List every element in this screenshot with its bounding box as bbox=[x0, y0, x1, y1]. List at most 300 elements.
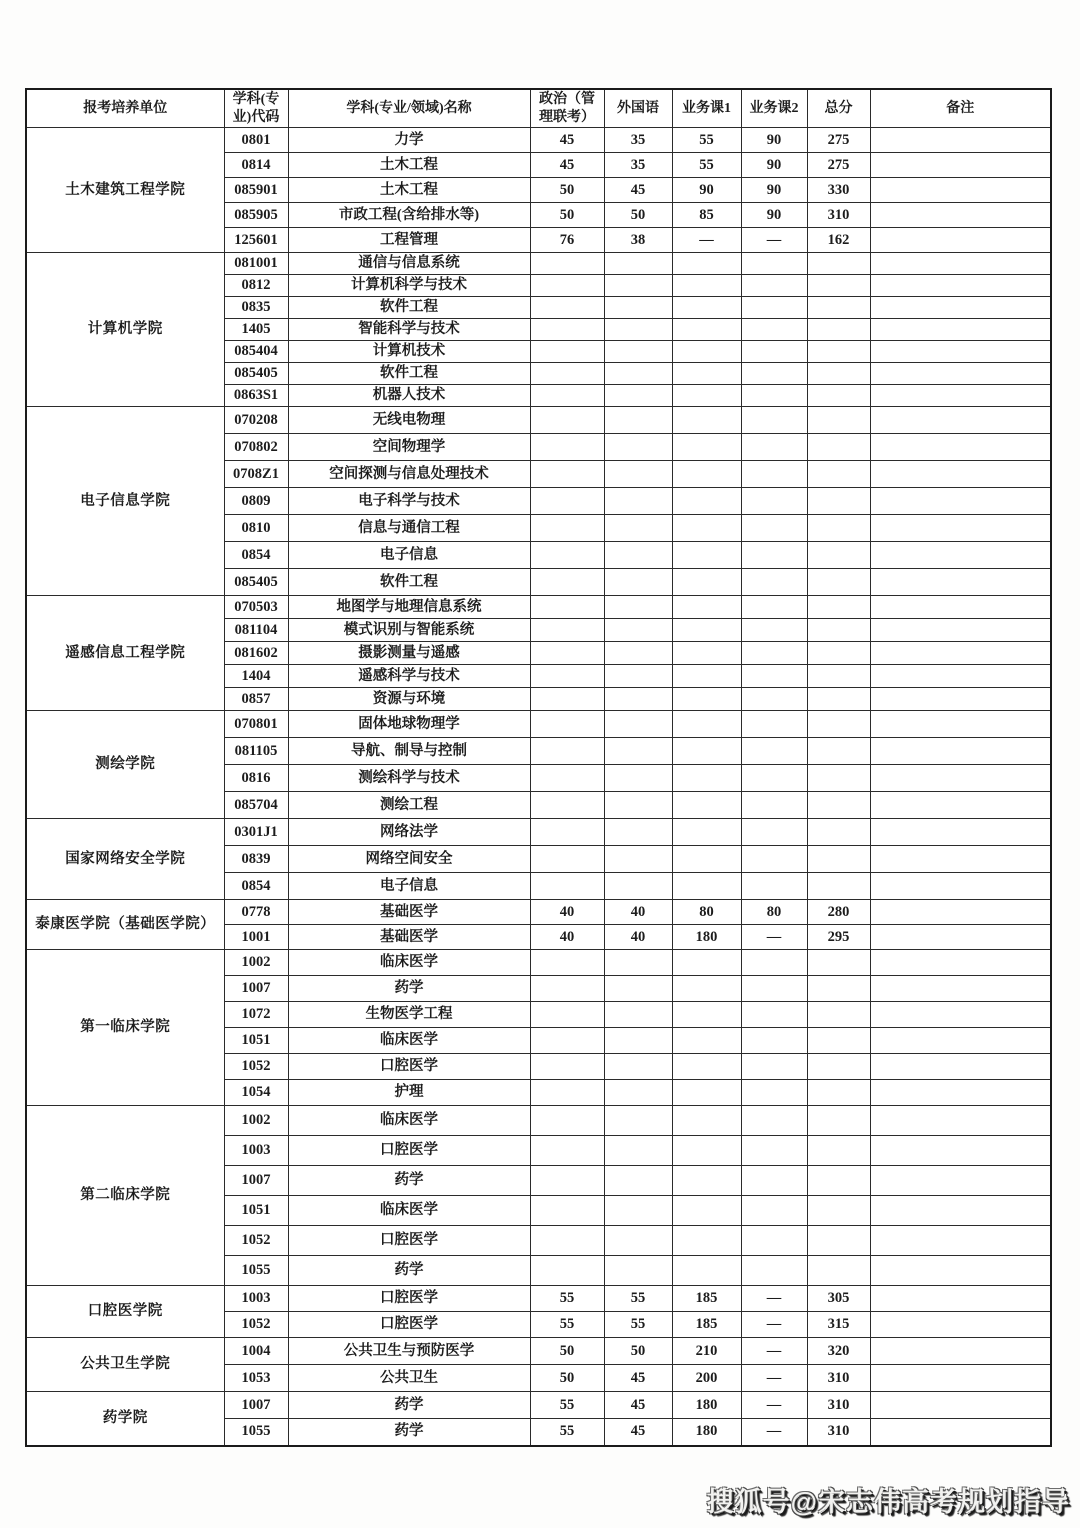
biz-course1-score-cell bbox=[672, 1226, 741, 1256]
code-cell: 0814 bbox=[224, 153, 288, 178]
foreign-lang-score-cell: 38 bbox=[604, 228, 672, 253]
politics-score-cell: 55 bbox=[530, 1419, 604, 1446]
biz-course1-score-cell: 180 bbox=[672, 1392, 741, 1419]
total-score-cell bbox=[807, 765, 870, 792]
subject-name-cell: 临床医学 bbox=[288, 1028, 530, 1054]
college-section bbox=[26, 1338, 1051, 1392]
total-score-cell bbox=[807, 319, 870, 341]
politics-score-cell: 50 bbox=[530, 178, 604, 203]
foreign-lang-score-cell: 50 bbox=[604, 1338, 672, 1365]
biz-course1-score-cell bbox=[672, 1196, 741, 1226]
remark-cell bbox=[870, 1365, 1051, 1392]
code-cell: 085905 bbox=[224, 203, 288, 228]
total-score-cell: 162 bbox=[807, 228, 870, 253]
foreign-lang-score-cell bbox=[604, 1106, 672, 1136]
table-row bbox=[26, 1286, 1051, 1312]
subject-name-cell: 计算机技术 bbox=[288, 341, 530, 363]
biz-course1-score-cell bbox=[672, 515, 741, 542]
column-header-3: 政治（管理联考） bbox=[530, 89, 604, 128]
remark-cell bbox=[870, 900, 1051, 925]
subject-name-cell: 电子信息 bbox=[288, 873, 530, 900]
subject-name-cell: 无线电物理 bbox=[288, 407, 530, 434]
foreign-lang-score-cell bbox=[604, 1166, 672, 1196]
politics-score-cell: 45 bbox=[530, 153, 604, 178]
code-cell: 085901 bbox=[224, 178, 288, 203]
remark-cell bbox=[870, 1002, 1051, 1028]
code-cell: 0810 bbox=[224, 515, 288, 542]
unit-cell: 国家网络安全学院 bbox=[26, 819, 224, 900]
biz-course1-score-cell bbox=[672, 819, 741, 846]
biz-course1-score-cell: 55 bbox=[672, 128, 741, 153]
subject-name-cell: 生物医学工程 bbox=[288, 1002, 530, 1028]
biz-course2-score-cell bbox=[741, 488, 807, 515]
total-score-cell bbox=[807, 542, 870, 569]
subject-name-cell: 测绘工程 bbox=[288, 792, 530, 819]
total-score-cell: 315 bbox=[807, 1312, 870, 1338]
biz-course1-score-cell bbox=[672, 297, 741, 319]
remark-cell bbox=[870, 253, 1051, 275]
subject-name-cell: 力学 bbox=[288, 128, 530, 153]
code-cell: 1051 bbox=[224, 1028, 288, 1054]
total-score-cell bbox=[807, 1226, 870, 1256]
total-score-cell bbox=[807, 1028, 870, 1054]
code-cell: 081104 bbox=[224, 619, 288, 642]
subject-name-cell: 公共卫生与预防医学 bbox=[288, 1338, 530, 1365]
foreign-lang-score-cell bbox=[604, 1054, 672, 1080]
biz-course1-score-cell: 180 bbox=[672, 1419, 741, 1446]
total-score-cell bbox=[807, 1136, 870, 1166]
column-header-5: 业务课1 bbox=[672, 89, 741, 128]
remark-cell bbox=[870, 275, 1051, 297]
remark-cell bbox=[870, 1054, 1051, 1080]
total-score-cell bbox=[807, 434, 870, 461]
subject-name-cell: 软件工程 bbox=[288, 569, 530, 596]
subject-name-cell: 土木工程 bbox=[288, 153, 530, 178]
foreign-lang-score-cell bbox=[604, 665, 672, 688]
biz-course2-score-cell bbox=[741, 341, 807, 363]
biz-course1-score-cell: 180 bbox=[672, 925, 741, 950]
politics-score-cell bbox=[530, 1002, 604, 1028]
biz-course2-score-cell bbox=[741, 275, 807, 297]
remark-cell bbox=[870, 1419, 1051, 1446]
total-score-cell bbox=[807, 738, 870, 765]
code-cell: 0863S1 bbox=[224, 385, 288, 407]
subject-name-cell: 电子信息 bbox=[288, 542, 530, 569]
sohu-watermark: 搜狐号@宋志伟高考规划指导 bbox=[706, 1487, 1070, 1517]
total-score-cell bbox=[807, 1054, 870, 1080]
code-cell: 1007 bbox=[224, 1392, 288, 1419]
foreign-lang-score-cell bbox=[604, 319, 672, 341]
foreign-lang-score-cell: 40 bbox=[604, 900, 672, 925]
politics-score-cell bbox=[530, 515, 604, 542]
foreign-lang-score-cell bbox=[604, 1028, 672, 1054]
biz-course1-score-cell bbox=[672, 976, 741, 1002]
biz-course2-score-cell: — bbox=[741, 925, 807, 950]
foreign-lang-score-cell bbox=[604, 873, 672, 900]
remark-cell bbox=[870, 1286, 1051, 1312]
code-cell: 0857 bbox=[224, 688, 288, 711]
total-score-cell: 310 bbox=[807, 1392, 870, 1419]
biz-course1-score-cell bbox=[672, 1256, 741, 1286]
biz-course2-score-cell bbox=[741, 253, 807, 275]
biz-course2-score-cell bbox=[741, 642, 807, 665]
biz-course2-score-cell: — bbox=[741, 228, 807, 253]
total-score-cell bbox=[807, 275, 870, 297]
foreign-lang-score-cell bbox=[604, 341, 672, 363]
college-section bbox=[26, 819, 1051, 900]
remark-cell bbox=[870, 642, 1051, 665]
code-cell: 0809 bbox=[224, 488, 288, 515]
college-section bbox=[26, 253, 1051, 407]
code-cell: 1002 bbox=[224, 950, 288, 976]
remark-cell bbox=[870, 407, 1051, 434]
total-score-cell: 275 bbox=[807, 153, 870, 178]
subject-name-cell: 口腔医学 bbox=[288, 1312, 530, 1338]
remark-cell bbox=[870, 873, 1051, 900]
foreign-lang-score-cell bbox=[604, 1196, 672, 1226]
code-cell: 070208 bbox=[224, 407, 288, 434]
subject-name-cell: 测绘科学与技术 bbox=[288, 765, 530, 792]
foreign-lang-score-cell: 45 bbox=[604, 1419, 672, 1446]
subject-name-cell: 网络空间安全 bbox=[288, 846, 530, 873]
foreign-lang-score-cell: 55 bbox=[604, 1286, 672, 1312]
remark-cell bbox=[870, 925, 1051, 950]
unit-cell: 药学院 bbox=[26, 1392, 224, 1446]
biz-course1-score-cell bbox=[672, 642, 741, 665]
foreign-lang-score-cell: 35 bbox=[604, 153, 672, 178]
code-cell: 1054 bbox=[224, 1080, 288, 1106]
unit-cell: 土木建筑工程学院 bbox=[26, 128, 224, 253]
remark-cell bbox=[870, 1106, 1051, 1136]
foreign-lang-score-cell: 55 bbox=[604, 1312, 672, 1338]
total-score-cell bbox=[807, 665, 870, 688]
politics-score-cell: 55 bbox=[530, 1286, 604, 1312]
remark-cell bbox=[870, 203, 1051, 228]
foreign-lang-score-cell bbox=[604, 711, 672, 738]
biz-course1-score-cell: — bbox=[672, 228, 741, 253]
subject-name-cell: 遥感科学与技术 bbox=[288, 665, 530, 688]
subject-name-cell: 软件工程 bbox=[288, 363, 530, 385]
code-cell: 1404 bbox=[224, 665, 288, 688]
politics-score-cell bbox=[530, 873, 604, 900]
foreign-lang-score-cell bbox=[604, 363, 672, 385]
subject-name-cell: 口腔医学 bbox=[288, 1286, 530, 1312]
total-score-cell bbox=[807, 819, 870, 846]
biz-course2-score-cell bbox=[741, 665, 807, 688]
foreign-lang-score-cell bbox=[604, 976, 672, 1002]
subject-name-cell: 口腔医学 bbox=[288, 1226, 530, 1256]
total-score-cell bbox=[807, 688, 870, 711]
table-row bbox=[26, 711, 1051, 738]
total-score-cell: 305 bbox=[807, 1286, 870, 1312]
college-section bbox=[26, 407, 1051, 596]
code-cell: 0854 bbox=[224, 873, 288, 900]
unit-cell: 计算机学院 bbox=[26, 253, 224, 407]
column-header-1: 学科(专业)代码 bbox=[224, 89, 288, 128]
column-header-6: 业务课2 bbox=[741, 89, 807, 128]
biz-course2-score-cell: 90 bbox=[741, 203, 807, 228]
remark-cell bbox=[870, 711, 1051, 738]
subject-name-cell: 公共卫生 bbox=[288, 1365, 530, 1392]
politics-score-cell bbox=[530, 488, 604, 515]
remark-cell bbox=[870, 1028, 1051, 1054]
total-score-cell bbox=[807, 407, 870, 434]
total-score-cell bbox=[807, 341, 870, 363]
total-score-cell bbox=[807, 515, 870, 542]
unit-cell: 电子信息学院 bbox=[26, 407, 224, 596]
biz-course1-score-cell bbox=[672, 846, 741, 873]
total-score-cell bbox=[807, 1256, 870, 1286]
biz-course2-score-cell bbox=[741, 1002, 807, 1028]
subject-name-cell: 口腔医学 bbox=[288, 1136, 530, 1166]
politics-score-cell bbox=[530, 569, 604, 596]
politics-score-cell bbox=[530, 765, 604, 792]
politics-score-cell: 76 bbox=[530, 228, 604, 253]
total-score-cell bbox=[807, 619, 870, 642]
biz-course1-score-cell bbox=[672, 765, 741, 792]
foreign-lang-score-cell bbox=[604, 488, 672, 515]
politics-score-cell bbox=[530, 711, 604, 738]
politics-score-cell bbox=[530, 461, 604, 488]
biz-course2-score-cell bbox=[741, 1106, 807, 1136]
subject-name-cell: 固体地球物理学 bbox=[288, 711, 530, 738]
biz-course2-score-cell bbox=[741, 363, 807, 385]
admission-score-table bbox=[25, 88, 1052, 1447]
foreign-lang-score-cell: 45 bbox=[604, 178, 672, 203]
total-score-cell bbox=[807, 596, 870, 619]
subject-name-cell: 临床医学 bbox=[288, 1106, 530, 1136]
biz-course1-score-cell bbox=[672, 1136, 741, 1166]
subject-name-cell: 临床医学 bbox=[288, 950, 530, 976]
biz-course2-score-cell bbox=[741, 846, 807, 873]
biz-course1-score-cell bbox=[672, 488, 741, 515]
politics-score-cell bbox=[530, 1028, 604, 1054]
code-cell: 085404 bbox=[224, 341, 288, 363]
biz-course2-score-cell bbox=[741, 385, 807, 407]
biz-course1-score-cell bbox=[672, 461, 741, 488]
total-score-cell: 330 bbox=[807, 178, 870, 203]
unit-cell: 测绘学院 bbox=[26, 711, 224, 819]
college-section bbox=[26, 711, 1051, 819]
biz-course1-score-cell bbox=[672, 1054, 741, 1080]
column-header-2: 学科(专业/领域)名称 bbox=[288, 89, 530, 128]
biz-course2-score-cell: 90 bbox=[741, 178, 807, 203]
college-section bbox=[26, 1392, 1051, 1446]
college-section bbox=[26, 596, 1051, 711]
politics-score-cell bbox=[530, 665, 604, 688]
biz-course2-score-cell bbox=[741, 542, 807, 569]
total-score-cell bbox=[807, 642, 870, 665]
code-cell: 085704 bbox=[224, 792, 288, 819]
subject-name-cell: 导航、制导与控制 bbox=[288, 738, 530, 765]
biz-course1-score-cell bbox=[672, 688, 741, 711]
politics-score-cell: 45 bbox=[530, 128, 604, 153]
remark-cell bbox=[870, 319, 1051, 341]
remark-cell bbox=[870, 1226, 1051, 1256]
politics-score-cell bbox=[530, 950, 604, 976]
biz-course1-score-cell bbox=[672, 619, 741, 642]
college-section bbox=[26, 128, 1051, 253]
biz-course2-score-cell bbox=[741, 688, 807, 711]
biz-course1-score-cell bbox=[672, 253, 741, 275]
subject-name-cell: 软件工程 bbox=[288, 297, 530, 319]
biz-course2-score-cell bbox=[741, 1196, 807, 1226]
politics-score-cell bbox=[530, 363, 604, 385]
foreign-lang-score-cell bbox=[604, 688, 672, 711]
unit-cell: 遥感信息工程学院 bbox=[26, 596, 224, 711]
subject-name-cell: 口腔医学 bbox=[288, 1054, 530, 1080]
remark-cell bbox=[870, 1136, 1051, 1166]
table-row bbox=[26, 1392, 1051, 1419]
politics-score-cell: 50 bbox=[530, 1365, 604, 1392]
biz-course2-score-cell bbox=[741, 434, 807, 461]
code-cell: 085405 bbox=[224, 363, 288, 385]
subject-name-cell: 电子科学与技术 bbox=[288, 488, 530, 515]
total-score-cell bbox=[807, 297, 870, 319]
remark-cell bbox=[870, 385, 1051, 407]
biz-course2-score-cell bbox=[741, 1226, 807, 1256]
total-score-cell bbox=[807, 1196, 870, 1226]
politics-score-cell bbox=[530, 542, 604, 569]
code-cell: 1001 bbox=[224, 925, 288, 950]
remark-cell bbox=[870, 596, 1051, 619]
code-cell: 1004 bbox=[224, 1338, 288, 1365]
politics-score-cell bbox=[530, 1226, 604, 1256]
column-header-4: 外国语 bbox=[604, 89, 672, 128]
unit-cell: 第二临床学院 bbox=[26, 1106, 224, 1286]
politics-score-cell: 50 bbox=[530, 1338, 604, 1365]
biz-course2-score-cell bbox=[741, 1028, 807, 1054]
biz-course1-score-cell bbox=[672, 319, 741, 341]
subject-name-cell: 基础医学 bbox=[288, 900, 530, 925]
biz-course2-score-cell bbox=[741, 950, 807, 976]
subject-name-cell: 空间探测与信息处理技术 bbox=[288, 461, 530, 488]
code-cell: 0839 bbox=[224, 846, 288, 873]
total-score-cell: 320 bbox=[807, 1338, 870, 1365]
remark-cell bbox=[870, 819, 1051, 846]
foreign-lang-score-cell bbox=[604, 275, 672, 297]
politics-score-cell bbox=[530, 619, 604, 642]
remark-cell bbox=[870, 950, 1051, 976]
politics-score-cell: 55 bbox=[530, 1312, 604, 1338]
biz-course2-score-cell bbox=[741, 619, 807, 642]
biz-course2-score-cell bbox=[741, 1166, 807, 1196]
politics-score-cell bbox=[530, 596, 604, 619]
biz-course1-score-cell bbox=[672, 596, 741, 619]
biz-course2-score-cell bbox=[741, 738, 807, 765]
remark-cell bbox=[870, 688, 1051, 711]
code-cell: 1003 bbox=[224, 1286, 288, 1312]
foreign-lang-score-cell bbox=[604, 1136, 672, 1166]
remark-cell bbox=[870, 363, 1051, 385]
total-score-cell bbox=[807, 1106, 870, 1136]
foreign-lang-score-cell bbox=[604, 569, 672, 596]
subject-name-cell: 药学 bbox=[288, 1419, 530, 1446]
table-header bbox=[26, 89, 1051, 128]
subject-name-cell: 土木工程 bbox=[288, 178, 530, 203]
unit-cell: 泰康医学院（基础医学院） bbox=[26, 900, 224, 950]
code-cell: 081105 bbox=[224, 738, 288, 765]
politics-score-cell bbox=[530, 1054, 604, 1080]
biz-course2-score-cell bbox=[741, 1256, 807, 1286]
total-score-cell bbox=[807, 488, 870, 515]
biz-course2-score-cell bbox=[741, 461, 807, 488]
total-score-cell bbox=[807, 1080, 870, 1106]
biz-course1-score-cell: 200 bbox=[672, 1365, 741, 1392]
biz-course2-score-cell bbox=[741, 976, 807, 1002]
biz-course2-score-cell bbox=[741, 711, 807, 738]
remark-cell bbox=[870, 542, 1051, 569]
biz-course2-score-cell bbox=[741, 515, 807, 542]
biz-course2-score-cell bbox=[741, 569, 807, 596]
foreign-lang-score-cell: 50 bbox=[604, 203, 672, 228]
subject-name-cell: 工程管理 bbox=[288, 228, 530, 253]
column-header-8: 备注 bbox=[870, 89, 1051, 128]
politics-score-cell bbox=[530, 1080, 604, 1106]
total-score-cell bbox=[807, 950, 870, 976]
foreign-lang-score-cell bbox=[604, 542, 672, 569]
code-cell: 0301J1 bbox=[224, 819, 288, 846]
table-row bbox=[26, 819, 1051, 846]
biz-course2-score-cell bbox=[741, 819, 807, 846]
subject-name-cell: 网络法学 bbox=[288, 819, 530, 846]
code-cell: 1405 bbox=[224, 319, 288, 341]
code-cell: 1052 bbox=[224, 1226, 288, 1256]
subject-name-cell: 基础医学 bbox=[288, 925, 530, 950]
politics-score-cell bbox=[530, 275, 604, 297]
code-cell: 0812 bbox=[224, 275, 288, 297]
politics-score-cell bbox=[530, 1166, 604, 1196]
code-cell: 0835 bbox=[224, 297, 288, 319]
politics-score-cell bbox=[530, 1256, 604, 1286]
remark-cell bbox=[870, 569, 1051, 596]
code-cell: 1007 bbox=[224, 1166, 288, 1196]
foreign-lang-score-cell bbox=[604, 738, 672, 765]
politics-score-cell bbox=[530, 253, 604, 275]
subject-name-cell: 资源与环境 bbox=[288, 688, 530, 711]
biz-course1-score-cell bbox=[672, 1166, 741, 1196]
politics-score-cell bbox=[530, 385, 604, 407]
total-score-cell: 275 bbox=[807, 128, 870, 153]
biz-course1-score-cell: 185 bbox=[672, 1286, 741, 1312]
biz-course1-score-cell: 80 bbox=[672, 900, 741, 925]
politics-score-cell bbox=[530, 819, 604, 846]
subject-name-cell: 护理 bbox=[288, 1080, 530, 1106]
code-cell: 081001 bbox=[224, 253, 288, 275]
code-cell: 0816 bbox=[224, 765, 288, 792]
politics-score-cell bbox=[530, 1196, 604, 1226]
foreign-lang-score-cell bbox=[604, 619, 672, 642]
code-cell: 0854 bbox=[224, 542, 288, 569]
table-row bbox=[26, 407, 1051, 434]
code-cell: 1002 bbox=[224, 1106, 288, 1136]
foreign-lang-score-cell bbox=[604, 642, 672, 665]
biz-course1-score-cell bbox=[672, 275, 741, 297]
remark-cell bbox=[870, 178, 1051, 203]
foreign-lang-score-cell bbox=[604, 1080, 672, 1106]
code-cell: 1055 bbox=[224, 1419, 288, 1446]
subject-name-cell: 药学 bbox=[288, 976, 530, 1002]
foreign-lang-score-cell bbox=[604, 819, 672, 846]
remark-cell bbox=[870, 619, 1051, 642]
politics-score-cell bbox=[530, 297, 604, 319]
foreign-lang-score-cell bbox=[604, 765, 672, 792]
biz-course2-score-cell: 90 bbox=[741, 153, 807, 178]
biz-course1-score-cell: 85 bbox=[672, 203, 741, 228]
remark-cell bbox=[870, 665, 1051, 688]
foreign-lang-score-cell bbox=[604, 407, 672, 434]
politics-score-cell: 40 bbox=[530, 925, 604, 950]
